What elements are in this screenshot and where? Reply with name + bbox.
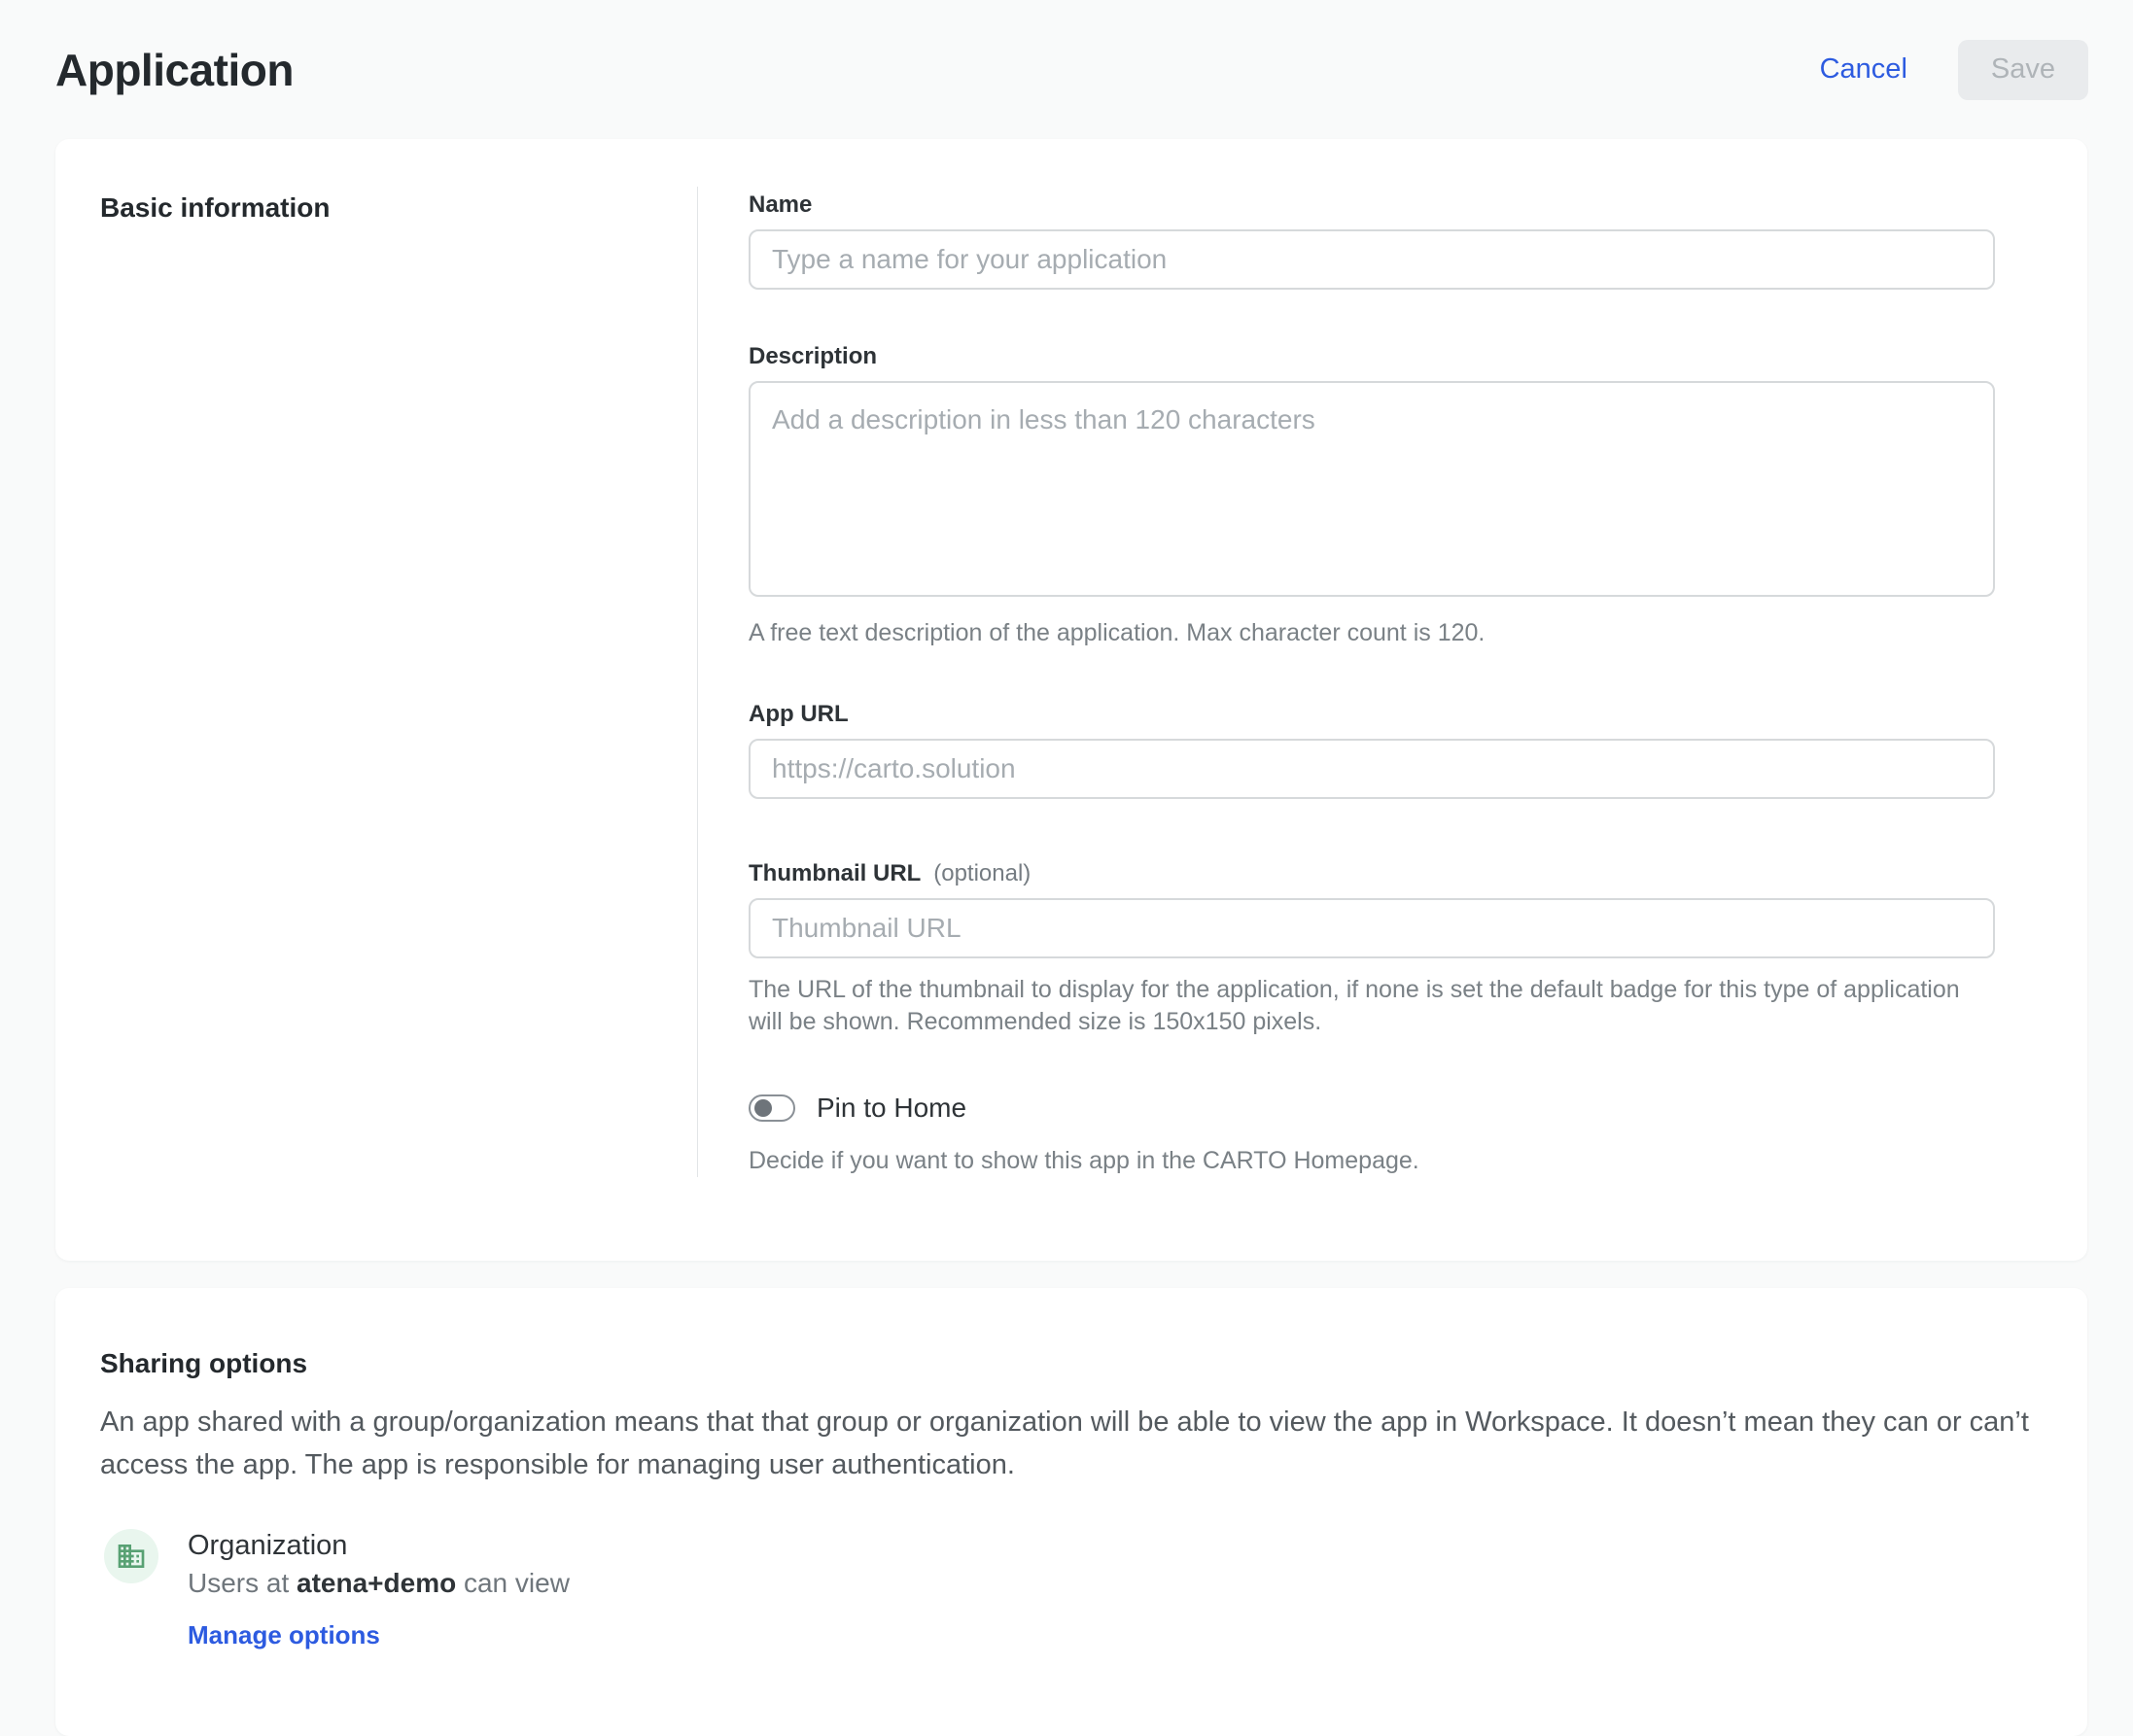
page-header xyxy=(0,0,2133,139)
app-url-field-group xyxy=(749,696,1995,799)
description-field-group xyxy=(749,338,1995,649)
pin-to-home-label: Pin to Home xyxy=(817,1093,967,1123)
basic-information-card xyxy=(55,139,2087,1261)
app-url-label: App URL xyxy=(749,701,849,727)
page-title: Application xyxy=(55,44,294,95)
manage-options-link[interactable]: Manage options xyxy=(188,1620,380,1649)
sharing-options-description: An app shared with a group/organization means that that group or organization will be able to view the app in Workspace. It doesn’t mean they can or can’t access the app. The app is responsible for managing user authentication. xyxy=(100,1406,2029,1480)
organization-row xyxy=(100,1527,2043,1650)
organization-subtitle-prefix: Users at xyxy=(188,1568,297,1598)
header-actions xyxy=(1820,40,2088,100)
organization-text-block xyxy=(188,1527,570,1650)
description-helper-text: A free text description of the application. Max character count is 120. xyxy=(749,619,1486,646)
cancel-button[interactable]: Cancel xyxy=(1819,53,1907,85)
description-label: Description xyxy=(749,343,878,369)
building-icon xyxy=(116,1541,147,1572)
name-field-group xyxy=(749,187,1995,290)
sharing-options-card xyxy=(55,1288,2087,1736)
thumbnail-url-field-group xyxy=(749,855,1995,1038)
organization-avatar xyxy=(104,1529,158,1583)
basic-information-sidebar xyxy=(55,187,698,1177)
pin-to-home-helper-text: Decide if you want to show this app in the CARTO Homepage. xyxy=(749,1147,1419,1174)
organization-subtitle xyxy=(188,1564,570,1603)
sharing-options-title: Sharing options xyxy=(100,1348,308,1378)
thumbnail-url-label-text: Thumbnail URL xyxy=(749,860,921,886)
thumbnail-url-helper-text: The URL of the thumbnail to display for the application, if none is set the default badge for this type of application will be shown. Recommended size is 150x150 pixels. xyxy=(749,976,1960,1035)
pin-to-home-toggle[interactable] xyxy=(749,1094,795,1122)
thumbnail-url-optional-text: (optional) xyxy=(933,860,1032,886)
organization-name: atena+demo xyxy=(297,1568,457,1598)
app-url-input[interactable] xyxy=(749,739,1995,799)
thumbnail-url-input[interactable] xyxy=(749,898,1995,958)
name-input[interactable] xyxy=(749,229,1995,290)
description-input[interactable] xyxy=(749,381,1995,597)
save-button[interactable]: Save xyxy=(1958,40,2088,100)
pin-to-home-row xyxy=(749,1093,1995,1124)
basic-information-title: Basic information xyxy=(100,192,331,223)
organization-title: Organization xyxy=(188,1530,348,1561)
thumbnail-url-label xyxy=(749,855,1995,888)
organization-subtitle-suffix: can view xyxy=(456,1568,570,1598)
toggle-knob xyxy=(754,1099,772,1117)
basic-information-form xyxy=(698,187,2087,1177)
name-label: Name xyxy=(749,191,813,218)
